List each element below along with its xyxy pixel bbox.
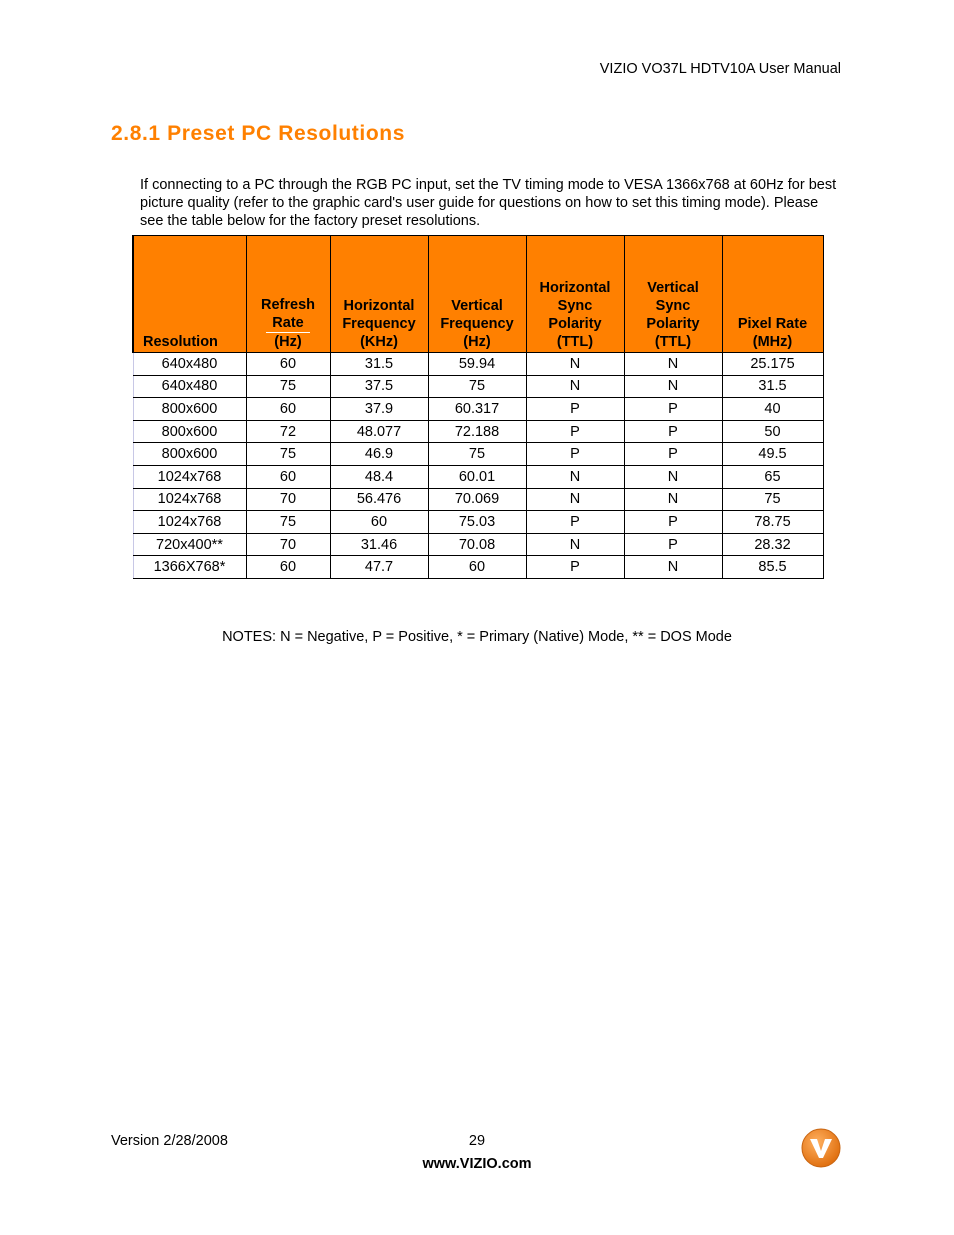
cell-horizontal-sync-polarity: N [526,353,624,376]
column-label: Refresh Rate [261,297,315,331]
cell-horizontal-frequency: 31.46 [330,533,428,556]
table-row [133,353,823,376]
cell-refresh-rate: 60 [246,556,330,579]
cell-refresh-rate: 75 [246,443,330,466]
cell-resolution: 640x480 [133,353,246,376]
column-header-pixel-rate [722,236,823,353]
cell-horizontal-frequency: 48.4 [330,465,428,488]
cell-vertical-frequency: 59.94 [428,353,526,376]
cell-horizontal-frequency: 56.476 [330,488,428,511]
cell-refresh-rate: 75 [246,511,330,534]
cell-resolution: 640x480 [133,375,246,398]
cell-refresh-rate: 60 [246,398,330,421]
table-row [133,465,823,488]
column-unit: (Hz) [463,334,491,350]
cell-vertical-sync-polarity: P [624,511,722,534]
cell-horizontal-frequency: 37.9 [330,398,428,421]
preset-resolutions-table [132,235,824,579]
column-header-resolution [133,236,246,353]
cell-refresh-rate: 60 [246,353,330,376]
cell-vertical-sync-polarity: P [624,398,722,421]
cell-pixel-rate: 28.32 [722,533,823,556]
column-unit: (Hz) [266,332,309,351]
cell-horizontal-sync-polarity: P [526,511,624,534]
cell-horizontal-sync-polarity: N [526,488,624,511]
column-header-horizontal-frequency [330,236,428,353]
cell-pixel-rate: 25.175 [722,353,823,376]
cell-pixel-rate: 31.5 [722,375,823,398]
table-row [133,488,823,511]
cell-resolution: 800x600 [133,420,246,443]
cell-horizontal-frequency: 31.5 [330,353,428,376]
footer-website: www.VIZIO.com [422,1156,532,1172]
cell-vertical-frequency: 60.317 [428,398,526,421]
cell-refresh-rate: 70 [246,533,330,556]
column-label: Vertical Frequency [440,298,514,332]
column-unit: (MHz) [752,334,793,350]
cell-pixel-rate: 65 [722,465,823,488]
footer-page-number: 29 [468,1133,486,1149]
column-unit: (KHz) [360,334,398,350]
cell-refresh-rate: 70 [246,488,330,511]
cell-horizontal-frequency: 60 [330,511,428,534]
cell-refresh-rate: 75 [246,375,330,398]
footer-version: Version 2/28/2008 [111,1133,228,1149]
cell-horizontal-frequency: 46.9 [330,443,428,466]
cell-pixel-rate: 75 [722,488,823,511]
cell-horizontal-frequency: 48.077 [330,420,428,443]
table-row [133,375,823,398]
cell-resolution: 800x600 [133,398,246,421]
column-unit: (TTL) [654,334,692,350]
table-row [133,443,823,466]
cell-horizontal-sync-polarity: P [526,420,624,443]
vizio-logo-icon [800,1127,842,1169]
cell-vertical-sync-polarity: P [624,420,722,443]
cell-pixel-rate: 85.5 [722,556,823,579]
cell-vertical-frequency: 75 [428,443,526,466]
column-header-refresh-rate [246,236,330,353]
cell-vertical-frequency: 75 [428,375,526,398]
cell-vertical-frequency: 72.188 [428,420,526,443]
table-header-row [133,236,823,353]
header-title: VIZIO VO37L HDTV10A User Manual [599,61,841,77]
cell-vertical-frequency: 75.03 [428,511,526,534]
cell-refresh-rate: 72 [246,420,330,443]
cell-vertical-sync-polarity: N [624,353,722,376]
cell-vertical-sync-polarity: P [624,533,722,556]
table-row [133,398,823,421]
cell-vertical-sync-polarity: N [624,556,722,579]
cell-horizontal-sync-polarity: N [526,533,624,556]
cell-horizontal-sync-polarity: P [526,443,624,466]
cell-resolution: 1024x768 [133,511,246,534]
cell-horizontal-frequency: 37.5 [330,375,428,398]
cell-pixel-rate: 40 [722,398,823,421]
cell-vertical-sync-polarity: N [624,488,722,511]
cell-resolution: 1024x768 [133,488,246,511]
cell-vertical-sync-polarity: N [624,375,722,398]
cell-horizontal-sync-polarity: P [526,556,624,579]
table-row [133,556,823,579]
cell-pixel-rate: 49.5 [722,443,823,466]
column-label: Resolution [143,334,218,350]
cell-horizontal-sync-polarity: N [526,375,624,398]
cell-horizontal-sync-polarity: N [526,465,624,488]
cell-resolution: 1024x768 [133,465,246,488]
cell-vertical-frequency: 70.069 [428,488,526,511]
column-label: Pixel Rate [737,316,808,332]
cell-horizontal-sync-polarity: P [526,398,624,421]
table-row [133,533,823,556]
cell-pixel-rate: 50 [722,420,823,443]
column-header-vertical-frequency [428,236,526,353]
column-label: Horizontal Sync Polarity [539,280,611,332]
column-label: Vertical Sync Polarity [646,280,700,332]
table-row [133,511,823,534]
column-header-horizontal-sync-polarity [526,236,624,353]
cell-resolution: 720x400** [133,533,246,556]
cell-resolution: 1366X768* [133,556,246,579]
column-unit: (TTL) [556,334,594,350]
cell-vertical-frequency: 60 [428,556,526,579]
cell-horizontal-frequency: 47.7 [330,556,428,579]
column-header-vertical-sync-polarity [624,236,722,353]
table-row [133,420,823,443]
cell-vertical-sync-polarity: P [624,443,722,466]
notes: NOTES: N = Negative, P = Positive, * = Primary (Native) Mode, ** = DOS Mode [222,629,732,645]
section-title: 2.8.1 Preset PC Resolutions [111,122,405,145]
cell-refresh-rate: 60 [246,465,330,488]
cell-pixel-rate: 78.75 [722,511,823,534]
cell-vertical-frequency: 70.08 [428,533,526,556]
cell-vertical-sync-polarity: N [624,465,722,488]
column-label: Horizontal Frequency [342,298,416,332]
intro-paragraph: If connecting to a PC through the RGB PC input, set the TV timing mode to VESA 1366x768 at 60Hz for best picture quality (refer to the graphic card's user guide for questions on how to set this timing mode). Please see the table below for the factory preset resolutions. [140,177,837,229]
cell-resolution: 800x600 [133,443,246,466]
cell-vertical-frequency: 60.01 [428,465,526,488]
